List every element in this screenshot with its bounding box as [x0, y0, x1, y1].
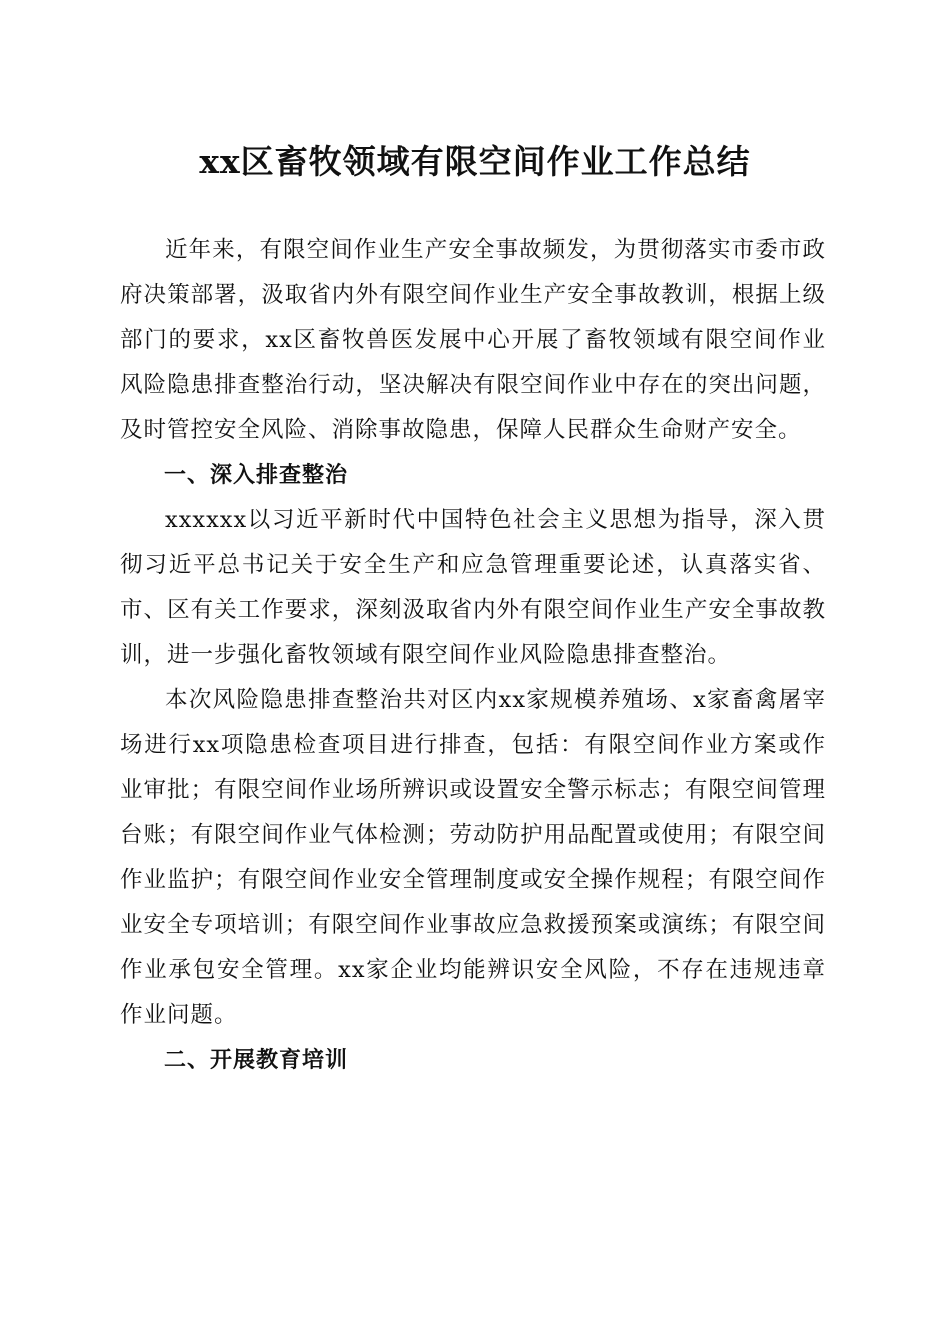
- intro-paragraph: 近年来，有限空间作业生产安全事故频发，为贯彻落实市委市政府决策部署，汲取省内外有限空间作业生产安全事故教训，根据上级部门的要求，xx区畜牧兽医发展中心开展了畜牧领域有限空间作业风险隐患排查整治行动，坚决解决有限空间作业中存在的突出问题，及时管控安全风险、消除事故隐患，保障人民群众生命财产安全。: [120, 237, 826, 443]
- document-body: [120, 228, 826, 1083]
- section-1-paragraph-1: xxxxxx以习近平新时代中国特色社会主义思想为指导，深入贯彻习近平总书记关于安全生产和应急管理重要论述，认真落实省、市、区有关工作要求，深刻汲取省内外有限空间作业生产安全事故教训，进一步强化畜牧领域有限空间作业风险隐患排查整治。: [120, 507, 826, 668]
- section-1-paragraph-2: 本次风险隐患排查整治共对区内xx家规模养殖场、x家畜禽屠宰场进行xx项隐患检查项目进行排查，包括：有限空间作业方案或作业审批；有限空间作业场所辨识或设置安全警示标志；有限空间管理台账；有限空间作业气体检测；劳动防护用品配置或使用；有限空间作业监护；有限空间作业安全管理制度或安全操作规程；有限空间作业安全专项培训；有限空间作业事故应急救援预案或演练；有限空间作业承包安全管理。xx家企业均能辨识安全风险，不存在违规违章作业问题。: [120, 687, 826, 1028]
- section-heading-2: 二、开展教育培训: [164, 1048, 349, 1073]
- section-heading-1: 一、深入排查整治: [164, 463, 349, 488]
- document-title: xx区畜牧领域有限空间作业工作总结: [199, 142, 751, 181]
